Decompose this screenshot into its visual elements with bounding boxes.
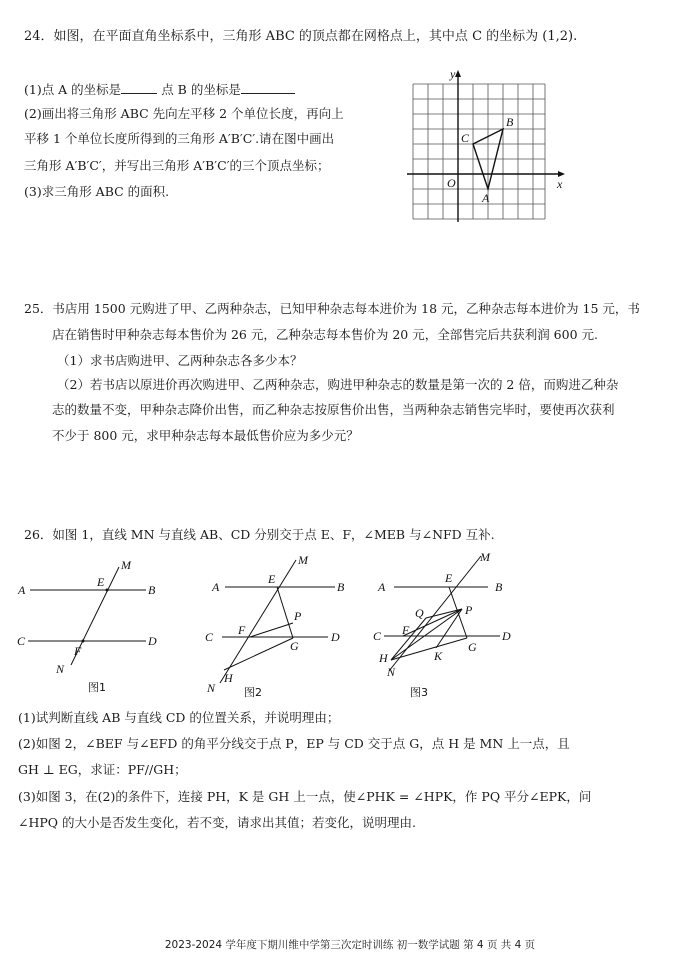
fig2-label-e: E [268, 572, 276, 586]
fig1-label-n: N [56, 662, 65, 676]
fig1-label-m: M [121, 558, 131, 572]
fig2-label-h: H [224, 671, 233, 685]
fig2-label-g: G [290, 639, 299, 653]
q25-sub1: （1）求书店购进甲、乙两种杂志各多少本？ [57, 353, 303, 368]
q26-stem: 26．如图 1，直线 MN 与直线 AB、CD 分别交于点 E、F，∠MEB 与∠NFD 互补. [24, 527, 495, 542]
fig2-label-n: N [207, 681, 216, 695]
figure-3 [370, 548, 520, 700]
fig2-label-c: C [205, 630, 214, 644]
q24-part2-line2: 平移 1 个单位长度所得到的三角形 A′B′C′.请在图中画出 [24, 131, 335, 146]
fig2-label-a: A [212, 580, 220, 594]
figure-1 [14, 555, 164, 695]
q26-sub2-line1: (2)如图 2，∠BEF 与∠EFD 的角平分线交于点 P，EP 与 CD 交于点 G，点 H 是 MN 上一点，且 [18, 736, 570, 751]
fig3-label-d: D [502, 629, 511, 643]
answer-blank-a[interactable] [121, 93, 157, 94]
q25-sub2-line3: 不少于 800 元，求甲种杂志每本最低售价应为多少元？ [52, 428, 359, 443]
origin-label: O [447, 176, 456, 190]
y-axis-arrow-icon [455, 70, 461, 77]
q26-sub3-line2: ∠HPQ 的大小是否发生变化，若不变，请求出其值；若变化，说明理由. [18, 815, 416, 830]
fig2-label-d: D [331, 630, 340, 644]
q25-line1: 25．书店用 1500 元购进了甲、乙两种杂志，已知甲种杂志每本进价为 18 元，乙种杂志每本进价为 15 元，书 [24, 301, 640, 316]
figure-2 [200, 550, 360, 700]
fig2-label-p: P [294, 609, 302, 623]
fig3-label-q: Q [415, 606, 424, 620]
fig2-label-b: B [337, 580, 345, 594]
figure-2-caption: 图2 [244, 686, 262, 699]
q24-part3: (3)求三角形 ABC 的面积. [24, 184, 170, 199]
fig1-label-a: A [18, 583, 26, 597]
q25-sub2-line2: 志的数量不变，甲种杂志降价出售，而乙种杂志按原售价出售，当两种杂志销售完毕时，要使再次获利 [52, 402, 615, 417]
fig1-label-f: F [74, 644, 82, 658]
y-axis-label: y [450, 67, 456, 81]
q25-sub2-line1: （2）若书店以原进价再次购进甲、乙两种杂志，购进甲种杂志的数量是第一次的 2 倍，而购进乙种杂 [57, 377, 619, 392]
fig3-label-g: G [468, 640, 477, 654]
fig1-label-b: B [148, 583, 156, 597]
fig3-label-f: F [402, 623, 410, 637]
q24-part2-line1: (2)画出将三角形 ABC 先向左平移 2 个单位长度，再向上 [24, 106, 344, 121]
fig3-label-n: N [387, 665, 396, 679]
x-axis-label: x [557, 177, 563, 191]
point-a-label: A [482, 191, 490, 205]
figure-1-caption: 图1 [88, 681, 106, 694]
q26-sub2-line2: GH ⊥ EG，求证：PF//GH； [18, 762, 187, 777]
coordinate-grid-figure [405, 62, 575, 224]
grid-lines [413, 84, 545, 219]
point-b-label: B [506, 115, 514, 129]
fig3-label-e: E [445, 571, 453, 585]
fig3-label-p: P [465, 603, 473, 617]
point-c-label: C [461, 131, 470, 145]
answer-blank-b[interactable] [241, 93, 295, 94]
fig3-label-b: B [495, 580, 503, 594]
q24-part1 [24, 82, 295, 98]
fig2-label-f: F [238, 623, 246, 637]
q26-sub3-line1: (3)如图 3，在(2)的条件下，连接 PH，K 是 GH 上一点，使∠PHK = ∠HPK，作 PQ 平分∠EPK，问 [18, 789, 592, 804]
fig3-label-h: H [379, 651, 388, 665]
fig2-label-m: M [298, 553, 308, 567]
q24-part2-line3: 三角形 A′B′C′，并写出三角形 A′B′C′的三个顶点坐标； [24, 158, 330, 173]
q26-sub1: (1)试判断直线 AB 与直线 CD 的位置关系，并说明理由； [18, 710, 340, 725]
figure-3-caption: 图3 [410, 686, 428, 699]
fig3-label-m: M [480, 550, 490, 564]
fig3-label-k: K [434, 649, 443, 663]
fig3-label-c: C [373, 629, 382, 643]
fig3-label-a: A [378, 580, 386, 594]
q24-stem: 24．如图，在平面直角坐标系中，三角形 ABC 的顶点都在网格点上，其中点 C 的坐标为 (1,2). [24, 29, 578, 44]
fig1-label-e: E [97, 575, 105, 589]
page-footer: 2023-2024 学年度下期川维中学第三次定时训练 初一数学试题 第 4 页 共 4 页 [164, 939, 536, 951]
q24-part1-a-label: (1)点 A 的坐标是 [24, 82, 122, 97]
fig1-label-c: C [17, 634, 26, 648]
q25-line2: 店在销售时甲种杂志每本售价为 26 元，乙种杂志每本售价为 20 元，全部售完后共获利润 600 元. [52, 327, 598, 342]
fig1-label-d: D [148, 634, 157, 648]
q24-part1-b-label: 点 B 的坐标是 [161, 82, 241, 97]
